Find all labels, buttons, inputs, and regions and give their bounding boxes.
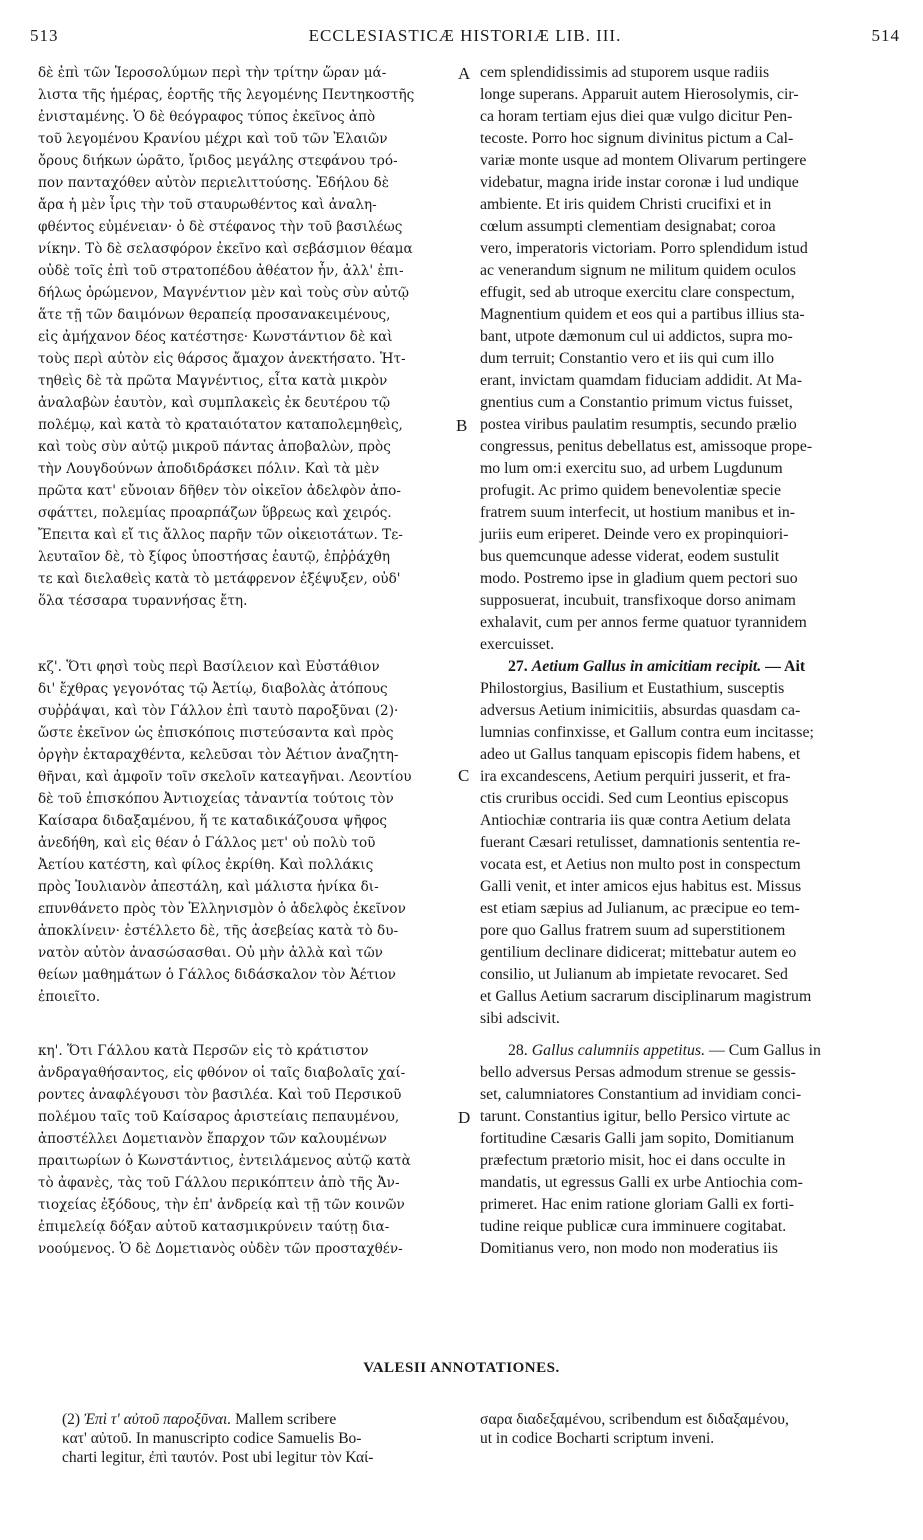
annotation-right	[480, 1410, 890, 1448]
text-line: vocata est, et Aetius non multo post in conspectum	[480, 856, 801, 873]
text-line: ἀναλαβὼν ἑαυτὸν, καὶ συμπλακεὶς ἐκ δευτέρου τῷ	[38, 395, 391, 411]
page-number-right: 514	[871, 26, 900, 45]
text-line: πολέμῳ, καὶ κατὰ τὸ κραταιότατον καταπολεμηθεὶς,	[38, 417, 403, 433]
latin-paragraph-3	[480, 1040, 890, 1260]
text-line: ἀποστέλλει Δομετιανὸν ἔπαρχον τῶν καλουμένων	[38, 1131, 387, 1147]
text-line: cem splendidissimis ad stuporem usque radiis	[480, 64, 770, 81]
text-line: δι' ἔχθρας γεγονότας τῷ Ἀετίῳ, διαβολὰς ἀτόπους	[38, 681, 388, 697]
text-line: θῆναι, καὶ ἀμφοῖν τοῖν σκελοῖν κατεαγῆναι. Λεοντίου	[38, 769, 412, 785]
greek-paragraph-3	[38, 1040, 456, 1260]
text-line: dum terruit; Constantio vero et iis qui cum illo	[480, 350, 774, 367]
text-line: Ἀετίου κατέστη, καὶ φίλος ἐκρίθη. Καὶ πολλάκις	[38, 857, 374, 873]
text-line: mo lum om:i exercitu suo, ad urbem Lugdunum	[480, 460, 783, 477]
text-line: τοὺς περὶ αὐτὸν εἰς θάρσος ἄμαχον ἀνεκτήσατο. Ἡτ-	[38, 351, 406, 367]
text-line: tarunt. Constantius igitur, bello Persico virtute ac	[480, 1108, 790, 1125]
text-line: κζ'. Ὅτι φησὶ τοὺς περὶ Βασίλειον καὶ Εὐστάθιον	[38, 659, 380, 675]
paragraph-gap	[38, 1008, 456, 1040]
text-line: νίκην. Τὸ δὲ σελασφόρον ἐκεῖνο καὶ σεβάσμιον θέαμα	[38, 241, 413, 257]
text-line: effugit, sed ab utroque exercitu clare conspectum,	[480, 284, 795, 301]
text-line: ira excandescens, Aetium perquiri jusserit, et fra-	[480, 768, 791, 785]
text-line: Domitianus vero, non modo non moderatius iis	[480, 1240, 778, 1257]
section-title: Gallus calumniis appetitus.	[531, 1042, 706, 1059]
text-line: ἀποκλίνειν· ἐστέλλετο δὲ, τῆς ἀσεβείας κατὰ τὸ δυ-	[38, 923, 399, 939]
section-number: 27.	[508, 658, 528, 675]
annotations-heading: VALESII ANNOTATIONES.	[363, 1360, 560, 1376]
text-line: πολέμου ταῖς τοῦ Καίσαρος ἀριστείαις πεπαυμένου,	[38, 1109, 400, 1125]
text-line: τιοχείας ἐξόδους, τὴν ἐπ' ἀνδρείᾳ καὶ τῇ τῶν κοινῶν	[38, 1197, 405, 1213]
text-line: ἀνδραγαθήσαντος, εἰς φθόνον οἱ ταῖς διαβολαῖς χαί-	[38, 1065, 406, 1081]
text-line: ἐποιεῖτο.	[38, 989, 101, 1005]
annotation-lemma: Ἐπὶ τ' αὐτοῦ παροξῦναι.	[83, 1411, 232, 1428]
text-line: charti legitur, ἐπὶ ταυτόν. Post ubi legitur τὸν Καί-	[62, 1449, 374, 1466]
text-line: vero, imperatoris victoriam. Porro splendidum istud	[480, 240, 808, 257]
text-line: modo. Postremo ipse in gladium quem pectori suo	[480, 570, 798, 587]
text-line: bus quemcunque adesse viderat, eodem sustulit	[480, 548, 780, 565]
text-line: lumnias confinxisse, et Gallum contra eum incitasse;	[480, 724, 814, 741]
text-line: ὅλα τέσσαρα τυραννήσας ἔτη.	[38, 593, 248, 609]
section-number: 28.	[508, 1042, 528, 1059]
text-line: postea viribus paulatim resumptis, secundo prælio	[480, 416, 797, 433]
margin-marker-a: A	[458, 64, 471, 83]
text-line: fratrem suum interfecit, ut hostium manibus et in-	[480, 504, 795, 521]
text-line: ctis cruribus occidi. Sed cum Leontius episcopus	[480, 790, 789, 807]
text-line: ἀνεδήθη, καὶ εἰς θέαν ὁ Γάλλος μετ' οὐ πολὺ τοῦ	[38, 835, 376, 851]
text-line: λευταῖον δὲ, τὸ ξίφος ὑποστήσας ἑαυτῷ, ἐπῤῥάχθη	[38, 549, 390, 565]
text-line: Ἔπειτα καὶ εἴ τις ἄλλος παρῆν τῶν οἰκειοτάτων. Τε-	[38, 527, 403, 543]
text-line: videbatur, magna iride instar coronæ i lud undique	[480, 174, 799, 191]
text-line: ὥστε ἐκεῖνον ὡς ἐπισκόποις πιστεύσαντα καὶ πρὸς	[38, 725, 394, 741]
text-line: πον πανταχόθεν αὐτὸν περιελιττούσης. Ἐδήλου δὲ	[38, 175, 389, 191]
running-header	[30, 26, 900, 56]
text-line: fortitudine Cæsaris Galli jam sopito, Domitianum	[480, 1130, 795, 1147]
text-line: mandatis, ut egressus Galli ex urbe Antiochia com-	[480, 1174, 803, 1191]
text-line: exercuisset.	[480, 636, 555, 653]
text-line: juriis eum eriperet. Deinde vero ex propinquiori-	[480, 526, 789, 543]
text-line: set, calumniatores Constantium ad invidiam conci-	[480, 1086, 802, 1103]
text-line: ὄρους διήκων ὡρᾶτο, ἴριδος μεγάλης στεφάνου τρό-	[38, 153, 398, 169]
text-line: variæ monte usque ad montem Olivarum pertingere	[480, 152, 807, 169]
text-line: δὲ τοῦ ἐπισκόπου Ἀντιοχείας τἀναντία τούτοις τὸν	[38, 791, 394, 807]
text-line: νατὸν αὐτὸν ἀνασώσασθαι. Οὐ μὴν ἀλλὰ καὶ τῶν	[38, 945, 383, 961]
text-line: Philostorgius, Basilium et Eustathium, susceptis	[480, 680, 785, 697]
text-line: congressus, penitus debellatus est, amissoque prope-	[480, 438, 813, 455]
text-run: — Cum Gallus in	[708, 1042, 821, 1059]
greek-paragraph-1	[38, 62, 456, 612]
latin-paragraph-2	[480, 656, 890, 1030]
text-line: ροντες ἀναφλέγουσι τὸν βασιλέα. Καὶ τοῦ Περσικοῦ	[38, 1087, 402, 1103]
page-number-left: 513	[30, 26, 59, 45]
text-line: τὸ ἀφανὲς, τὰς τοῦ Γάλλου περικόπτειν ἀπὸ τῆς Ἀν-	[38, 1175, 400, 1191]
text-line: τε καὶ διελαθεὶς κατὰ τὸ μετάφρενον ἐξέψυξεν, οὐδ'	[38, 571, 401, 587]
margin-marker-c: C	[458, 766, 470, 785]
text-line: πρῶτα κατ' εὔνοιαν δῆθεν τὸν οἰκεῖον ἀδελφὸν ἀπο-	[38, 483, 401, 499]
section-title: Aetium Gallus in amicitiam recipit.	[531, 658, 762, 675]
text-line: exhalavit, cum per annos ferme quatuor tyrannidem	[480, 614, 807, 631]
text-line: tecoste. Porro hoc signum divinitus pictum a Cal-	[480, 130, 794, 147]
text-run: — Ait	[765, 658, 806, 675]
text-line: pore quo Gallus fratrem suum ad superstitionem	[480, 922, 786, 939]
annotation-left	[62, 1410, 462, 1467]
text-line: tudine reique publicæ cura imminuere cogitabat.	[480, 1218, 787, 1235]
text-line: ac venerandum signum ne militum quidem oculos	[480, 262, 796, 279]
text-line: πραιτωρίων ὁ Κωνστάντιος, ἐντειλάμενος αὐτῷ κατὰ	[38, 1153, 411, 1169]
margin-marker-d: D	[458, 1108, 471, 1127]
text-line: præfectum prætorio misit, hoc ei dans occulte in	[480, 1152, 786, 1169]
text-line: supposuerat, incubuit, transfixoque dorso animam	[480, 592, 796, 609]
text-line: ca horam tertiam ejus diei quæ vulgo dicitur Pen-	[480, 108, 793, 125]
text-line: ut in codice Bocharti scriptum inveni.	[480, 1430, 715, 1447]
text-line: ἅτε τῇ τῶν δαιμόνων θεραπείᾳ προσανακειμένους,	[38, 307, 391, 323]
text-line: σαρα διαδεξαμένου, scribendum est διδαξαμένου,	[480, 1411, 789, 1428]
text-line: εἰς ἀμήχανον δέος κατέστησε· Κωνστάντιον δὲ καὶ	[38, 329, 393, 345]
text-line: ἐνισταμένης. Ὁ δὲ θεόγραφος τύπος ἐκεῖνος ἀπὸ	[38, 109, 376, 125]
text-line: κη'. Ὅτι Γάλλου κατὰ Περσῶν εἰς τὸ κράτιστον	[38, 1043, 369, 1059]
text-line: primeret. Hac enim ratione gloriam Galli ex forti-	[480, 1196, 795, 1213]
text-line: longe superans. Apparuit autem Hierosolymis, cir-	[480, 86, 799, 103]
text-line: κατ' αὐτοῦ. In manuscripto codice Samuelis Bo-	[62, 1430, 362, 1447]
text-line: τοῦ λεγομένου Κρανίου μέχρι καὶ τοῦ τῶν Ἐλαιῶν	[38, 131, 388, 147]
text-line: δὲ ἐπὶ τῶν Ἱεροσολύμων περὶ τὴν τρίτην ὥραν μά-	[38, 65, 387, 81]
text-line: est etiam sæpius ad Julianum, ac præcipue eo tem-	[480, 900, 800, 917]
running-title: ECCLESIASTICÆ HISTORIÆ LIB. III.	[308, 26, 622, 45]
text-line: φθέντος εὐμένειαν· ὁ δὲ στέφανος τὴν τοῦ βασιλέως	[38, 219, 403, 235]
margin-marker-b: B	[456, 416, 468, 435]
latin-paragraph-1	[480, 62, 890, 656]
text-line: ambiente. Et iris quidem Christi crucifixi et in	[480, 196, 772, 213]
text-line: gnentius cum a Constantio primum victus fuisset,	[480, 394, 793, 411]
text-line: ὀργὴν ἐκταραχθέντα, κελεῦσαι τὸν Ἀέτιον ἀναζητη-	[38, 747, 399, 763]
text-line: bant, utpote dæmonum cul ui addictos, supra mo-	[480, 328, 793, 345]
text-line: gentilium declinare didicerat; mittebatur autem eo	[480, 944, 797, 961]
text-line: bello adversus Persas admodum strenue se gessis-	[480, 1064, 796, 1081]
text-line: θείων μαθημάτων ὁ Γάλλος διδάσκαλον τὸν Ἀέτιον	[38, 967, 396, 983]
text-line: erant, invictam quamdam fiduciam addidit. At Ma-	[480, 372, 802, 389]
text-line: λιστα τῆς ἡμέρας, ἑορτῆς τῆς λεγομένης Πεντηκοστῆς	[38, 87, 415, 103]
text-line: sibi adscivit.	[480, 1010, 560, 1027]
text-line: τὴν Λουγδούνων ἀποδιδράσκει πόλιν. Καὶ τὰ μὲν	[38, 461, 380, 477]
text-line: ἐπιμελείᾳ δόξαν αὐτοῦ κατασμικρύνειν ταύτῃ δια-	[38, 1219, 390, 1235]
greek-column	[38, 62, 456, 1260]
text-line: adversus Aetium inimicitiis, absurdas quasdam ca-	[480, 702, 801, 719]
paragraph-gap	[38, 612, 456, 656]
latin-column	[480, 62, 890, 1260]
text-line: consilio, ut Julianum ab impietate revocaret. Sed	[480, 966, 788, 983]
text-line: Magnentium quidem et eos qui a partibus illius sta-	[480, 306, 805, 323]
text-line: cœlum assumpti clementiam designabat; coroa	[480, 218, 776, 235]
text-run: Mallem scribere	[235, 1411, 337, 1428]
text-line: σφάττει, πολεμίας προαρπάζων ὕβρεως καὶ χειρός.	[38, 505, 392, 521]
text-line: et Gallus Aetium sacrarum disciplinarum magistrum	[480, 988, 812, 1005]
text-line: ἄρα ἡ μὲν ἶρις τὴν τοῦ σταυρωθέντος καὶ ἀναλη-	[38, 197, 377, 213]
text-line: συῤῥάψαι, καὶ τὸν Γάλλον ἐπὶ ταυτὸ παροξῦναι (2)·	[38, 703, 399, 719]
text-line: Galli venit, et inter amicos ejus habitus est. Missus	[480, 878, 802, 895]
section-heading-line	[480, 1040, 890, 1062]
text-line: νοούμενος. Ὁ δὲ Δομετιανὸς οὐδὲν τῶν προσταχθέν-	[38, 1241, 403, 1257]
text-line: οὐδὲ τοῖς ἐπὶ τοῦ στρατοπέδου ἀθέατον ἦν, ἀλλ' ἐπι-	[38, 263, 404, 279]
text-line: adeo ut Gallus tanquam episcopis fidem habens, et	[480, 746, 801, 763]
text-line: επυνθάνετο πρὸς τὸν Ἑλληνισμὸν ὁ ἀδελφὸς ἐκεῖνον	[38, 901, 406, 917]
text-line: profugit. Ac primo quidem benevolentiæ specie	[480, 482, 781, 499]
section-heading-line	[480, 656, 890, 678]
text-line: Καίσαρα διδαξαμένου, ἥ τε καταδικάζουσα ψῆφος	[38, 813, 388, 829]
text-line: τηθεὶς δὲ τὰ πρῶτα Μαγνέντιος, εἶτα κατὰ μικρὸν	[38, 373, 388, 389]
annotation-first-line	[62, 1410, 462, 1429]
text-line: Antiochiæ contraria iis quæ contra Aetium delata	[480, 812, 791, 829]
text-line: fuerant Cæsari retulisset, damnationis sententia re-	[480, 834, 801, 851]
annotation-number: (2)	[62, 1411, 81, 1428]
text-line: πρὸς Ἰουλιανὸν ἀπεστάλη, καὶ μάλιστα ἡνίκα δι-	[38, 879, 379, 895]
greek-paragraph-2	[38, 656, 456, 1008]
text-line: δήλως ὁρώμενον, Μαγνέντιον μὲν καὶ τοὺς σὺν αὐτῷ	[38, 285, 409, 301]
text-line: καὶ τοὺς σὺν αὐτῷ μικροῦ πάντας ἀποβαλὼν, πρὸς	[38, 439, 391, 455]
